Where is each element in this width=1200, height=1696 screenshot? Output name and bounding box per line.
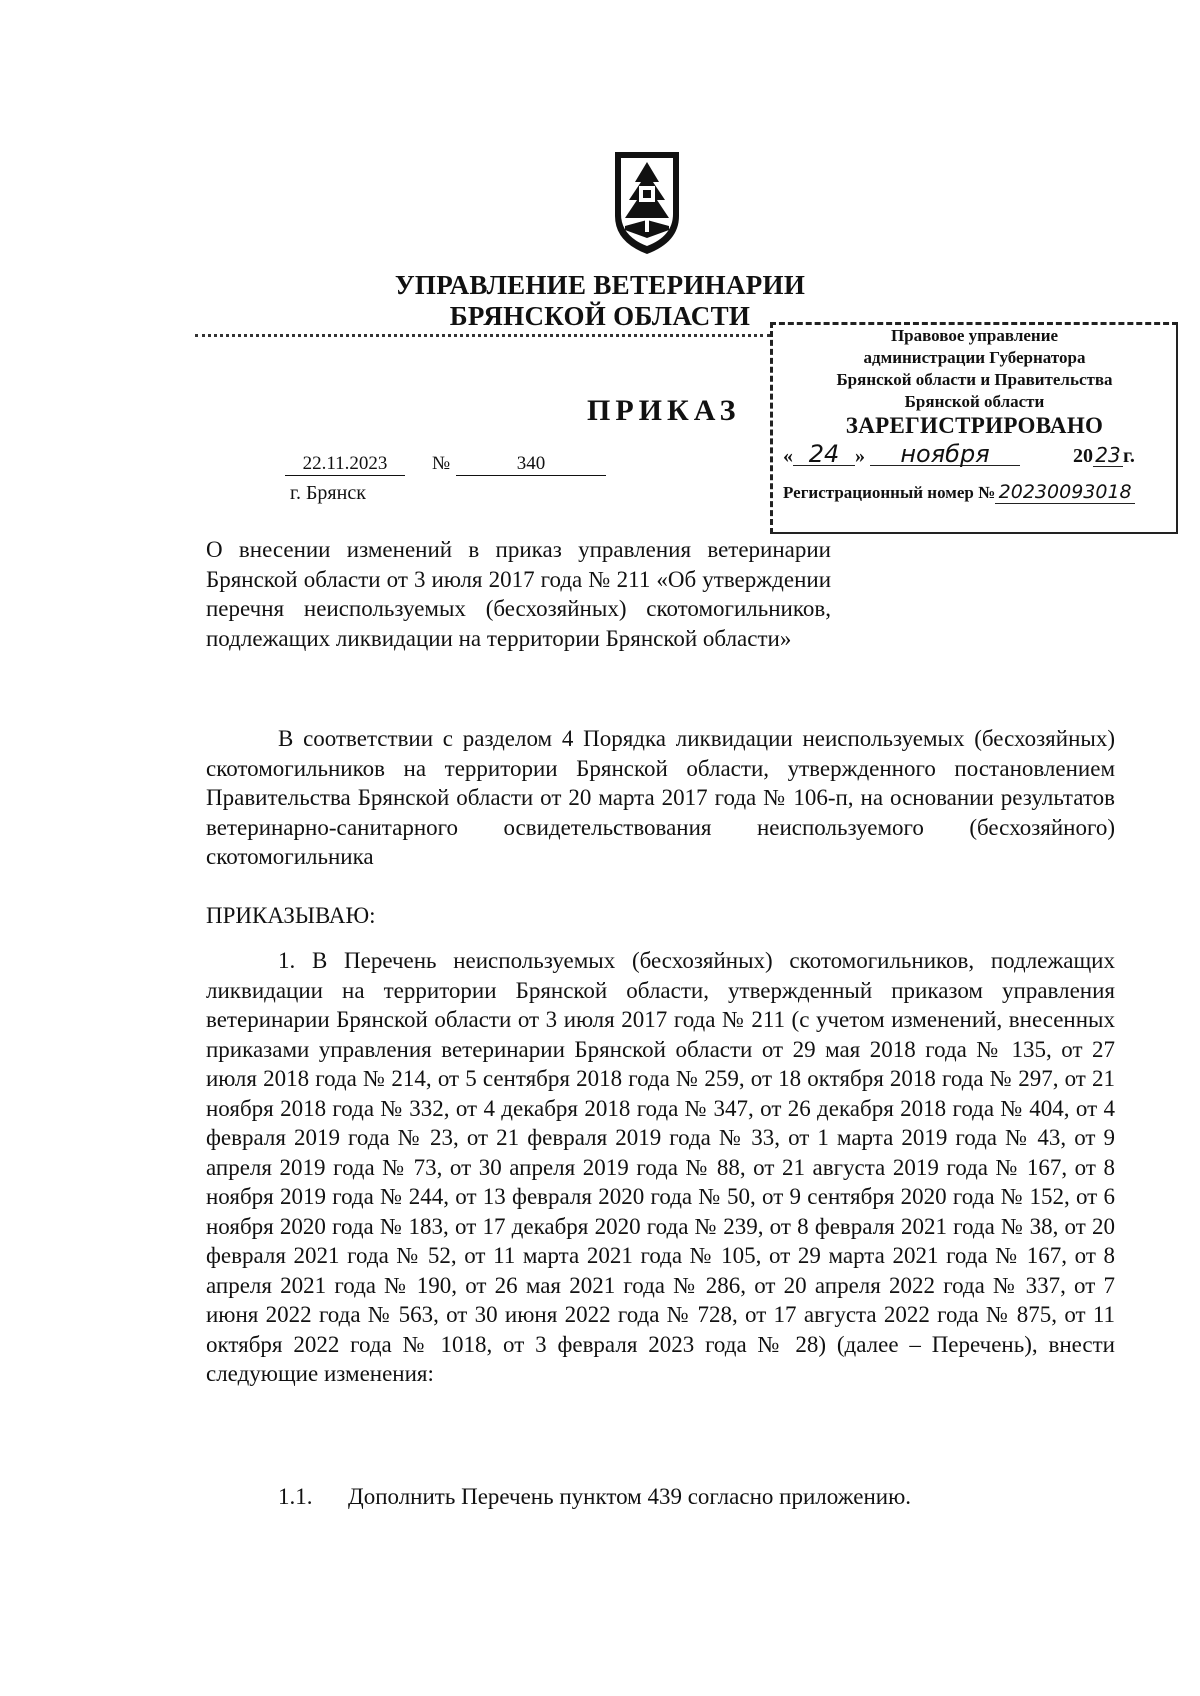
document-date: 22.11.2023 [285,453,405,476]
stamp-year-prefix: 20 [1073,445,1093,467]
stamp-status: ЗАРЕГИСТРИРОВАНО [845,413,1104,438]
stamp-line-1: Правовое управление [890,326,1059,345]
registration-stamp [770,322,1178,534]
stamp-line-2: администрации Губернатора [863,348,1086,367]
coat-of-arms-emblem [607,146,687,258]
organization-name-line1: УПРАВЛЕНИЕ ВЕТЕРИНАРИИ [394,270,806,300]
stamp-line-3: Брянской области и Правительства [836,370,1113,389]
document-number: 340 [456,453,606,476]
order-item-1-1-text: Дополнить Перечень пунктом 439 согласно приложению. [348,1484,912,1509]
order-item-1-1 [206,1482,1115,1512]
header-dotted-divider [195,334,770,337]
stamp-line-4: Брянской области [904,392,1045,411]
order-word: ПРИКАЗЫВАЮ: [206,903,376,928]
preamble-paragraph: В соответствии с разделом 4 Порядка ликвидации неиспользуемых (бесхозяйных) скотомогильников на территории Брянской области, утвержденного постановлением Правительства Брянской области от 20 марта 2017 года № 106-п, на основании результатов ветеринарно-санитарного освидетельствования неиспользуемого (бесхозяйного) скотомогильника [206,726,1115,869]
stamp-reg-label: Регистрационный номер № [783,483,996,502]
stamp-registration-line [773,481,1176,504]
document-number-label: № [432,453,451,474]
order-item-1: 1. В Перечень неиспользуемых (бесхозяйных) скотомогильников, подлежащих ликвидации на территории Брянской области, утвержденный приказом управления ветеринарии Брянской области от 3 июля 2017 года № 211 (с учетом изменений, внесенных приказами управления ветеринарии Брянской области от 29 мая 2018 года № 135, от 27 июля 2018 года № 214, от 5 сентября 2018 года № 259, от 18 октября 2018 года № 297, от 21 ноября 2018 года № 332, от 4 декабря 2018 года № 347, от 26 декабря 2018 года № 404, от 4 февраля 2019 года № 23, от 21 февраля 2019 года № 33, от 1 марта 2019 года № 43, от 9 апреля 2019 года № 73, от 30 апреля 2019 года № 88, от 21 августа 2019 года № 167, от 8 ноября 2019 года № 244, от 13 февраля 2020 года № 50, от 9 сентября 2020 года № 152, от 6 ноября 2020 года № 183, от 17 декабря 2020 года № 239, от 8 февраля 2021 года № 38, от 20 февраля 2021 года № 52, от 11 марта 2021 года № 105, от 29 марта 2021 года № 167, от 8 апреля 2021 года № 190, от 26 мая 2021 года № 286, от 20 апреля 2022 года № 337, от 7 июня 2022 года № 563, от 30 июня 2022 года № 728, от 17 августа 2022 года № 875, от 11 октября 2022 года № 1018, от 3 февраля 2023 года № 28) (далее – Перечень), внести следующие изменения: [206,948,1115,1386]
stamp-reg-number: 20230093018 [995,481,1135,504]
stamp-date-line: « 24 » ноября 20 23 г. [783,440,1135,468]
stamp-year-mark: г. [1123,445,1135,467]
organization-name-line2: БРЯНСКОЙ ОБЛАСТИ [449,301,751,331]
order-item-1-1-number: 1.1. [278,1484,313,1509]
stamp-year-suffix: 23 [1093,444,1123,467]
stamp-month: ноября [870,443,1020,466]
document-city: г. Брянск [290,482,366,504]
document-type-title: ПРИКАЗ [587,394,741,427]
document-subject: О внесении изменений в приказ управления ветеринарии Брянской области от 3 июля 2017 года № 211 «Об утверждении перечня неиспользуемых (бесхозяйных) скотомогильников, подлежащих ликвидации на территории Брянской области» [206,537,831,651]
stamp-day: 24 [793,443,855,466]
